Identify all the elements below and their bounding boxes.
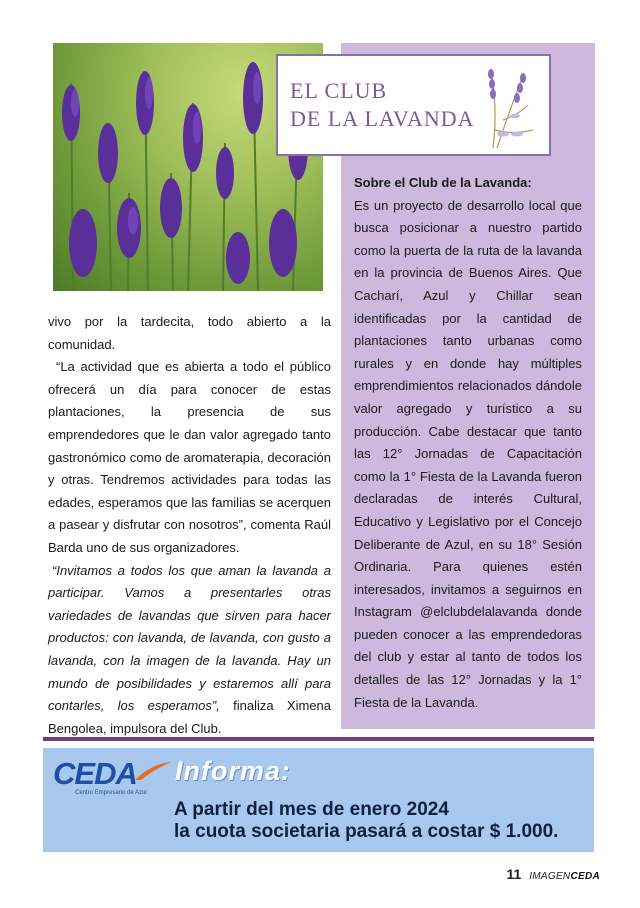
club-logo bbox=[276, 54, 551, 156]
ceda-banner bbox=[43, 748, 594, 852]
article-quote-attribution: finaliza Ximena Bengolea, impulsora del Club. bbox=[48, 698, 331, 736]
ceda-logo: CEDA bbox=[53, 756, 137, 791]
magazine-brand bbox=[529, 871, 600, 882]
main-article bbox=[48, 311, 331, 740]
page-number: 11 bbox=[506, 866, 522, 882]
announcement-line-2: la cuota societaria pasará a costar $ 1.000. bbox=[174, 821, 559, 842]
logo-line-1: EL CLUB bbox=[290, 78, 388, 103]
sidebar-body: Es un proyecto de desarrollo local que busca posicionar a nuestro partido como la puerta de la ruta de la lavanda en la provincia de Buenos Aires. Que Cacharí, Azul y Chillar sean identificadas por la cantidad de plantaciones tanto urbanas como rurales y en donde hay múltiples emprendimientos relacionados dándole valor agregado y turístico a su producción. Cabe destacar que tanto las 12° Jornadas de Capacitación como la 1° Fiesta de la Lavanda fueron declaradas de interés Cultural, Educativo y Legislativo por el Concejo Deliberante de Azul, en su 18° Sesión Ordinaria. Para quienes estén interesados, invitamos a seguirnos en Instagram @elclubdelalavanda donde pueden conocer a las emprendedoras del club y estar al tanto de todos los detalles de las 12° Jornadas y la 1° Fiesta de la Lavanda. bbox=[354, 197, 582, 710]
sidebar-heading: Sobre el Club de la Lavanda: bbox=[354, 175, 532, 190]
swoosh-icon bbox=[133, 760, 173, 782]
article-paragraph-1: vivo por la tardecita, todo abierto a la comunidad. bbox=[48, 314, 331, 352]
informa-title: Informa: bbox=[175, 756, 291, 786]
ceda-subtitle: Centro Empresario de Azul bbox=[75, 790, 147, 796]
article-paragraph-3 bbox=[48, 560, 331, 741]
lavender-sprig-icon bbox=[473, 60, 543, 150]
sidebar-article bbox=[354, 172, 582, 714]
brand-part-1: IMAGEN bbox=[529, 871, 571, 882]
brand-part-2: CEDA bbox=[570, 871, 600, 882]
announcement-line-1: A partir del mes de enero 2024 bbox=[174, 799, 449, 820]
page-footer bbox=[507, 866, 601, 882]
logo-line-2: DE LA LAVANDA bbox=[290, 106, 475, 131]
article-quote: “Invitamos a todos los que aman la lavanda a participar. Vamos a presentarles otras variedades de lavandas que sirven para hacer productos: con lavanda, de lavanda, con gusto a lavanda, con la imagen de la lavanda. Hay un mundo de posibilidades y estaremos allí para contarles, los esperamos”, bbox=[48, 562, 331, 714]
banner-divider bbox=[43, 737, 594, 741]
article-paragraph-2: “La actividad que es abierta a todo el público ofrecerá un día para conocer de estas plantaciones, la presencia de sus emprendedores que le dan valor agregado tanto gastronómico como de aromaterapia, decoración y otras. Tendremos actividades para todas las edades, esperamos que las familias se acerquen a pasear y disfrutar con nosotros”, comenta Raúl Barda uno de sus organizadores. bbox=[48, 359, 331, 555]
